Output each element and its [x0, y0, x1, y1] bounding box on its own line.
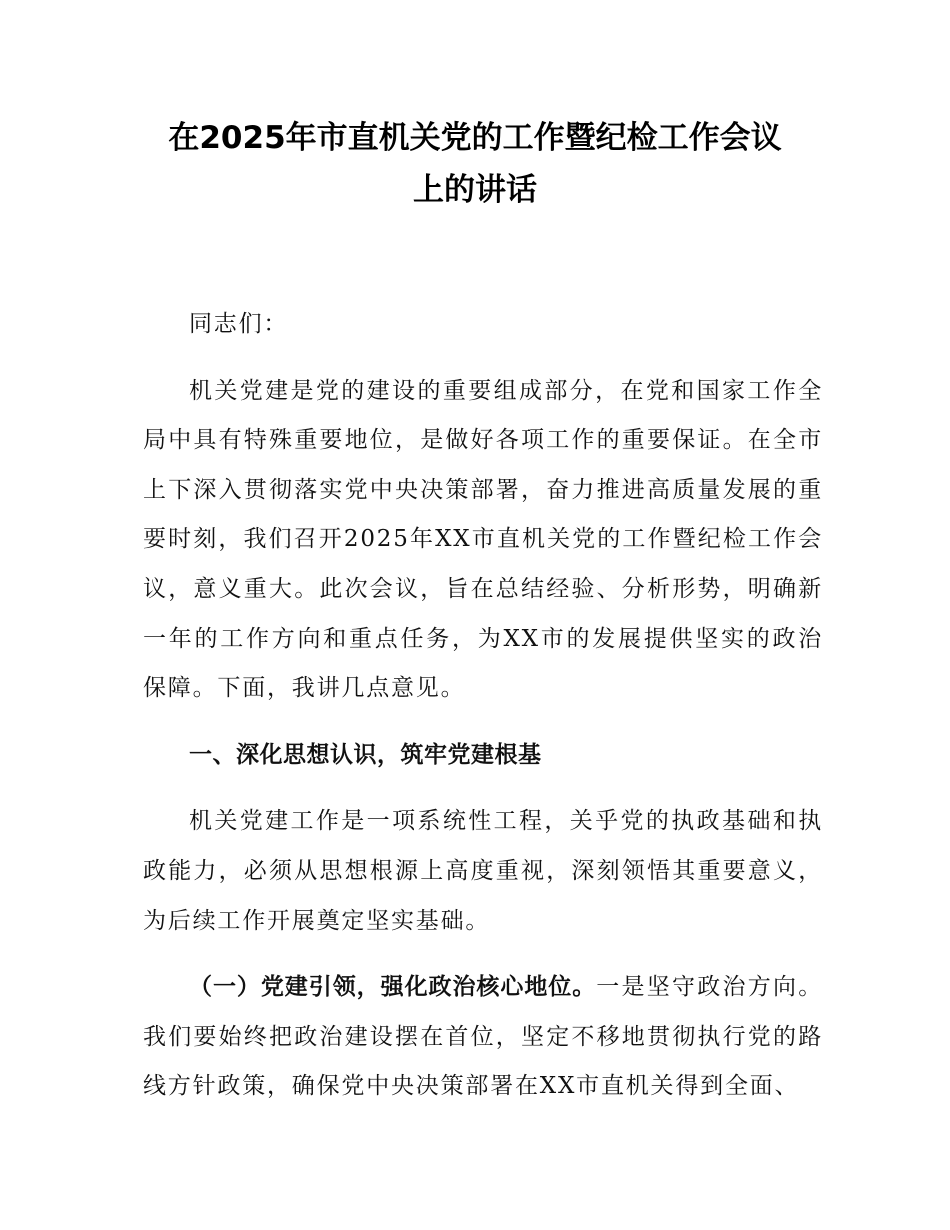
intro-paragraph: 机关党建是党的建设的重要组成部分，在党和国家工作全局中具有特殊重要地位，是做好各项工作的重要保证。在全市上下深入贯彻落实党中央决策部署，奋力推进高质量发展的重要时刻，我们召开2025年XX市直机关党的工作暨纪检工作会议，意义重大。此次会议，旨在总结经验、分析形势，明确新一年的工作方向和重点任务，为XX市的发展提供坚实的政治保障。下面，我讲几点意见。 — [143, 377, 823, 702]
subsection-heading-1: （一）党建引领，强化政治核心地位。 — [189, 974, 597, 1001]
section-paragraph-1: 机关党建工作是一项系统性工程，关乎党的执政基础和执政能力，必须从思想根源上高度重视，深刻领悟其重要意义，为后续工作开展奠定坚实基础。 — [143, 808, 823, 934]
greeting: 同志们： — [189, 311, 289, 337]
document-body — [143, 300, 823, 1129]
title-line-2: 上的讲话 — [413, 172, 537, 208]
subsection-paragraph-1 — [143, 963, 823, 1112]
section-heading-1: 一、深化思想认识，筑牢党建根基 — [189, 741, 542, 768]
title-line-1: 在2025年市直机关党的工作暨纪检工作会议 — [168, 120, 782, 156]
document-title — [0, 112, 950, 216]
subsection-text-1: 一是坚守政治方向。我们要始终把政治建设摆在首位，坚定不移地贯彻执行党的路线方针政策，确保党中央决策部署在XX市直机关得到全面、 — [143, 974, 824, 1100]
